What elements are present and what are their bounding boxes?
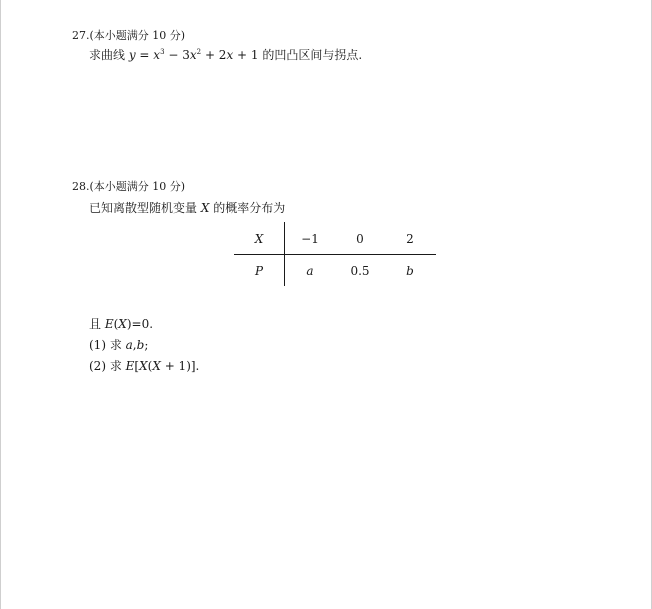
formula-minus: − 3: [164, 48, 190, 62]
formula-eq: =: [135, 48, 154, 62]
part2-X2: X: [152, 359, 161, 373]
formula-x2: x: [189, 48, 197, 62]
table-cell-0-5: 0.5: [350, 264, 370, 278]
formula-plus-1: + 1: [233, 48, 259, 62]
part2-X1: X: [139, 359, 148, 373]
part1-a: a: [125, 338, 133, 352]
formula-x1: x: [153, 48, 161, 62]
part2-open-bracket: [: [134, 359, 140, 373]
part2-end: + 1)].: [160, 359, 200, 373]
table-cell-2: 2: [406, 232, 414, 246]
table-cell-b: [390, 264, 430, 278]
table-cell-P: [239, 264, 279, 278]
table-cell-0: 0: [356, 232, 364, 246]
q28-condition: [89, 317, 153, 331]
table-cell-neg1: −1: [301, 232, 319, 246]
part2-E: E: [125, 359, 135, 373]
cond-suffix: )=0.: [126, 317, 154, 331]
table-value-b: b: [406, 264, 414, 278]
q27-stem-prefix: 求曲线: [89, 48, 129, 62]
q27-stem-suffix: 的凹凸区间与拐点.: [258, 48, 363, 62]
q28-stem-suffix: 的概率分布为: [209, 201, 286, 215]
part1-prefix: (1) 求: [89, 338, 126, 352]
cond-X: X: [118, 317, 127, 331]
q28-header: 28.(本小题满分 10 分): [72, 180, 186, 193]
part2-open-paren: (: [147, 359, 153, 373]
part1-sep: ,: [132, 338, 137, 352]
table-cell-a: [290, 264, 330, 278]
cond-E: E: [104, 317, 114, 331]
q28-part1: [89, 338, 148, 352]
part1-end: ;: [144, 338, 149, 352]
table-horizontal-rule: [234, 254, 436, 255]
q27-stem: [89, 48, 362, 62]
distribution-table: [234, 222, 436, 286]
formula-exp-2: 2: [196, 48, 202, 56]
table-cell-X: [239, 232, 279, 246]
table-label-P: P: [254, 264, 264, 278]
part1-b: b: [136, 338, 145, 352]
formula-y: y: [128, 48, 136, 62]
cond-open: (: [113, 317, 119, 331]
q27-header: 27.(本小题满分 10 分): [72, 29, 186, 42]
formula-exp-3: 3: [160, 48, 165, 56]
table-label-X: X: [254, 232, 264, 246]
table-value-a: a: [306, 264, 314, 278]
table-vertical-rule: [284, 222, 285, 286]
part2-prefix: (2) 求: [89, 359, 126, 373]
q28-part2: [89, 359, 199, 373]
q28-stem-prefix: 已知离散型随机变量: [89, 201, 201, 215]
cond-prefix: 且: [89, 317, 105, 331]
q28-stem: [89, 201, 285, 215]
formula-x3: x: [226, 48, 234, 62]
q28-stem-var: X: [200, 201, 210, 215]
formula-plus-2: + 2: [201, 48, 227, 62]
